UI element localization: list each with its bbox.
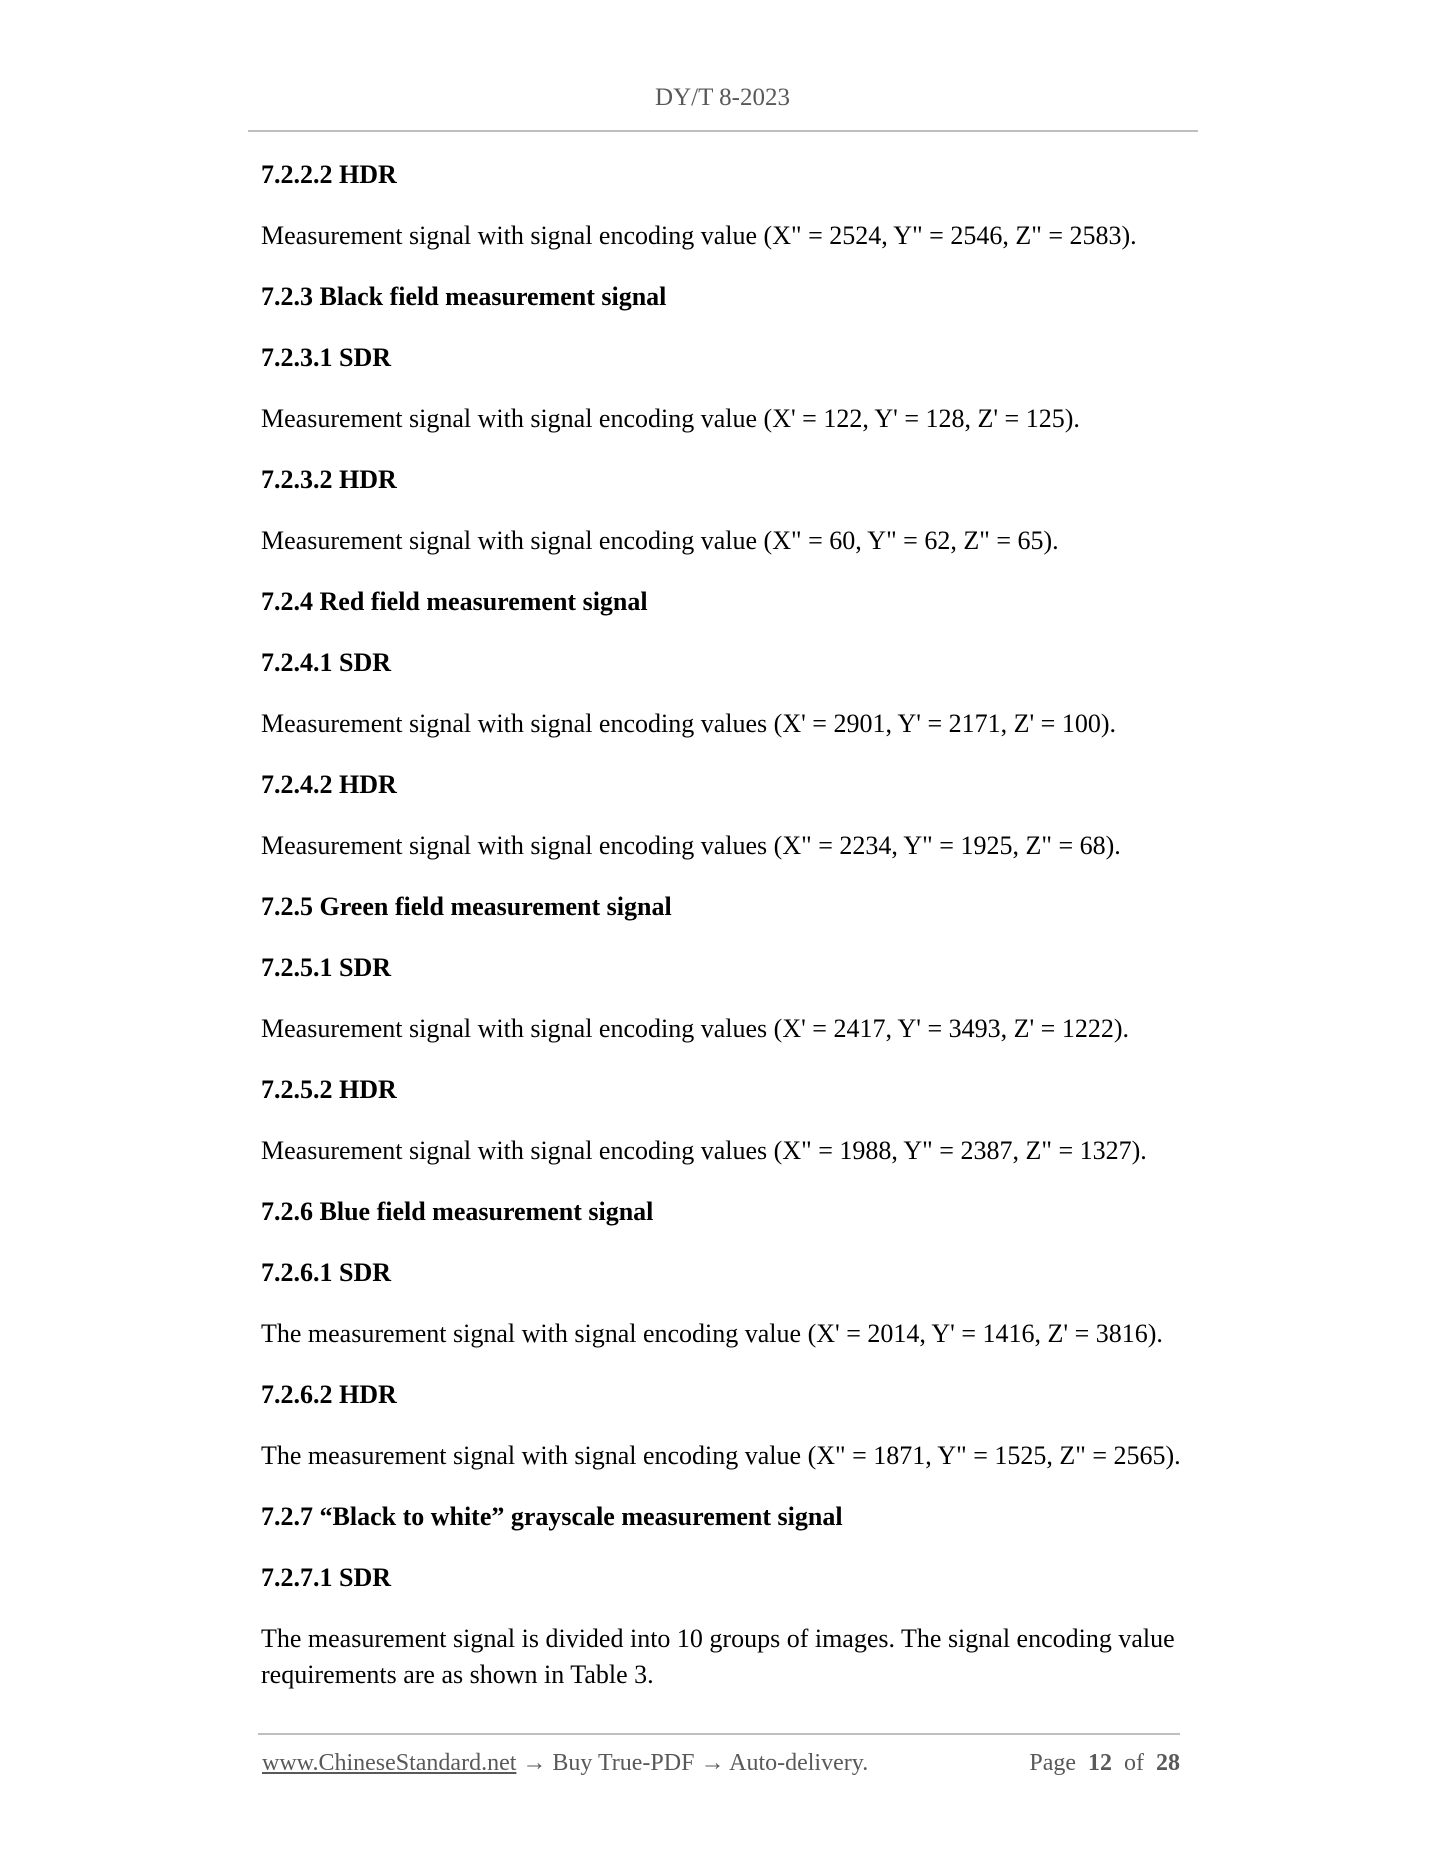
paragraph: The measurement signal is divided into 10 groups of images. The signal encoding value requirements are as shown in Table 3. [261,1624,1175,1689]
section-heading: 7.2.5 Green field measurement signal [261,892,672,921]
paragraph: Measurement signal with signal encoding values (X' = 2417, Y' = 3493, Z' = 1222). [261,1014,1129,1043]
page-body [261,157,1221,1718]
paragraph: The measurement signal with signal encoding value (X' = 2014, Y' = 1416, Z' = 3816). [261,1319,1163,1348]
paragraph: Measurement signal with signal encoding values (X" = 2234, Y" = 1925, Z" = 68). [261,831,1121,860]
section-heading: 7.2.4.2 HDR [261,770,397,799]
section-heading: 7.2.6.1 SDR [261,1258,392,1287]
page-number [1029,1750,1180,1777]
paragraph: Measurement signal with signal encoding value (X' = 122, Y' = 128, Z' = 125). [261,404,1080,433]
document-code-header: DY/T 8-2023 [655,84,790,111]
footer-promo [262,1750,868,1777]
section-heading: 7.2.6.2 HDR [261,1380,397,1409]
section-heading: 7.2.7.1 SDR [261,1563,392,1592]
header-divider [248,130,1198,132]
footer-divider [258,1733,1180,1735]
page-label: Page [1029,1750,1076,1776]
section-heading: 7.2.7 “Black to white” grayscale measurement signal [261,1502,843,1531]
paragraph: Measurement signal with signal encoding values (X' = 2901, Y' = 2171, Z' = 100). [261,709,1116,738]
section-heading: 7.2.4.1 SDR [261,648,392,677]
section-heading: 7.2.5.2 HDR [261,1075,397,1104]
website-link[interactable]: www.ChineseStandard.net [262,1750,517,1776]
paragraph: Measurement signal with signal encoding values (X" = 1988, Y" = 2387, Z" = 1327). [261,1136,1147,1165]
page-of-label: of [1124,1750,1144,1776]
section-heading: 7.2.3 Black field measurement signal [261,282,667,311]
section-heading: 7.2.6 Blue field measurement signal [261,1197,654,1226]
section-heading: 7.2.3.1 SDR [261,343,392,372]
section-heading: 7.2.2.2 HDR [261,160,397,189]
paragraph: Measurement signal with signal encoding value (X" = 60, Y" = 62, Z" = 65). [261,526,1059,555]
paragraph: The measurement signal with signal encoding value (X" = 1871, Y" = 1525, Z" = 2565). [261,1441,1181,1470]
section-heading: 7.2.4 Red field measurement signal [261,587,648,616]
page-total: 28 [1156,1750,1180,1776]
paragraph: Measurement signal with signal encoding value (X" = 2524, Y" = 2546, Z" = 2583). [261,221,1137,250]
page-current: 12 [1088,1750,1112,1776]
section-heading: 7.2.5.1 SDR [261,953,392,982]
footer-promo-text: → Buy True-PDF → Auto-delivery. [516,1750,869,1776]
section-heading: 7.2.3.2 HDR [261,465,397,494]
